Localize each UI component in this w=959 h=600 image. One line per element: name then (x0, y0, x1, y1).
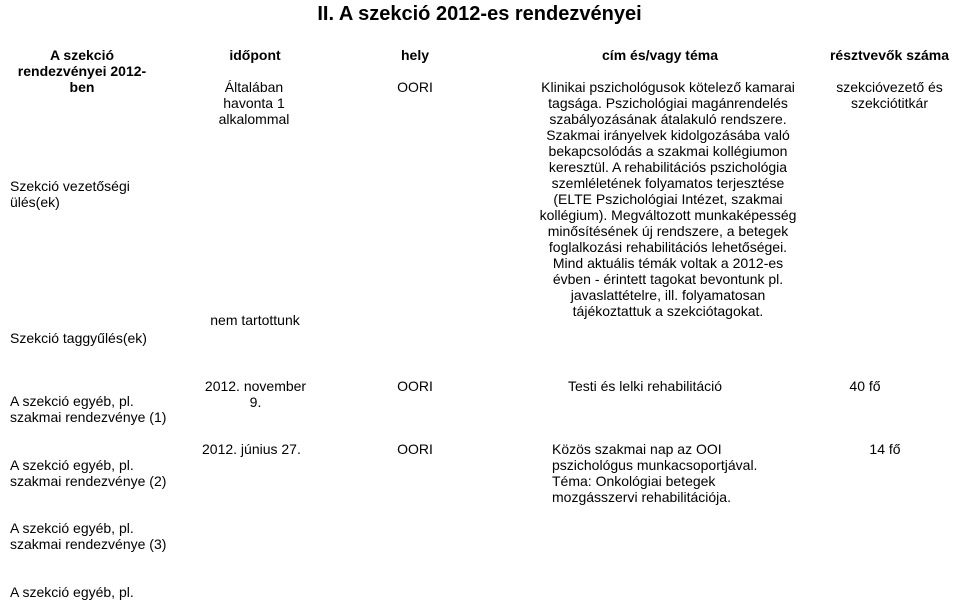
header-participants: résztvevők száma (829, 47, 950, 63)
row-label-egyeb4: A szekció egyéb, pl. (10, 584, 134, 600)
vezetoseg-topic: Klinikai pszichológusok kötelező kamarai tagsága. Pszichológiai magánrendelés szabályozásának átalakuló rendszere. Szakmai irányelvek kidolgozásába való bekapcsolódás a szakmai kollégiumon keresztül. A rehabilitációs pszichológia szemléletének folyamatos terjesztése (ELTE Pszichológiai Intézet, szakmai kollégium). Megváltozott munkaképesség minősítésének új rendszere, a betegek foglalkozási rehabilitációs lehetőségei. Mind aktuális témák voltak a 2012-es évben - érintett tagokat bevontunk pl. javaslattételre, ill. folyamatosan tájékoztattuk a szekciótagokat. (539, 79, 797, 319)
vezetoseg-participants: szekcióvezető és szekciótitkár (836, 79, 943, 111)
egyeb1-topic: Testi és lelki rehabilitáció (567, 378, 723, 394)
row-label-egyeb1: A szekció egyéb, pl. szakmai rendezvénye (1) (10, 393, 167, 425)
header-topic: cím és/vagy téma (602, 47, 718, 63)
vezetoseg-time: Általában havonta 1 alkalommal (218, 79, 290, 127)
egyeb2-topic: Közös szakmai nap az OOI pszichológus munkacsoportjával. Téma: Onkológiai betegek mozgásszervi rehabilitációja. (552, 441, 758, 505)
taggyules-time: nem tartottunk (210, 312, 300, 328)
row-label-egyeb3: A szekció egyéb, pl. szakmai rendezvénye (3) (10, 520, 167, 552)
row-label-egyeb2: A szekció egyéb, pl. szakmai rendezvénye (2) (10, 457, 167, 489)
header-events: A szekció rendezvényei 2012-ben (17, 47, 147, 95)
header-time: időpont (229, 47, 281, 63)
row-label-taggyules: Szekció taggyűlés(ek) (10, 330, 147, 346)
vezetoseg-place: OORI (397, 79, 433, 95)
egyeb1-participants: 40 fő (849, 378, 881, 394)
header-place: hely (400, 47, 429, 63)
egyeb1-place: OORI (397, 378, 433, 394)
page-title: II. A szekció 2012-es rendezvényei (317, 3, 642, 25)
row-label-vezetoseg: Szekció vezetőségi ülés(ek) (10, 178, 130, 210)
egyeb2-place: OORI (397, 441, 433, 457)
egyeb2-participants: 14 fő (869, 441, 901, 457)
egyeb1-time: 2012. november 9. (204, 378, 307, 410)
egyeb2-time: 2012. június 27. (202, 441, 301, 457)
